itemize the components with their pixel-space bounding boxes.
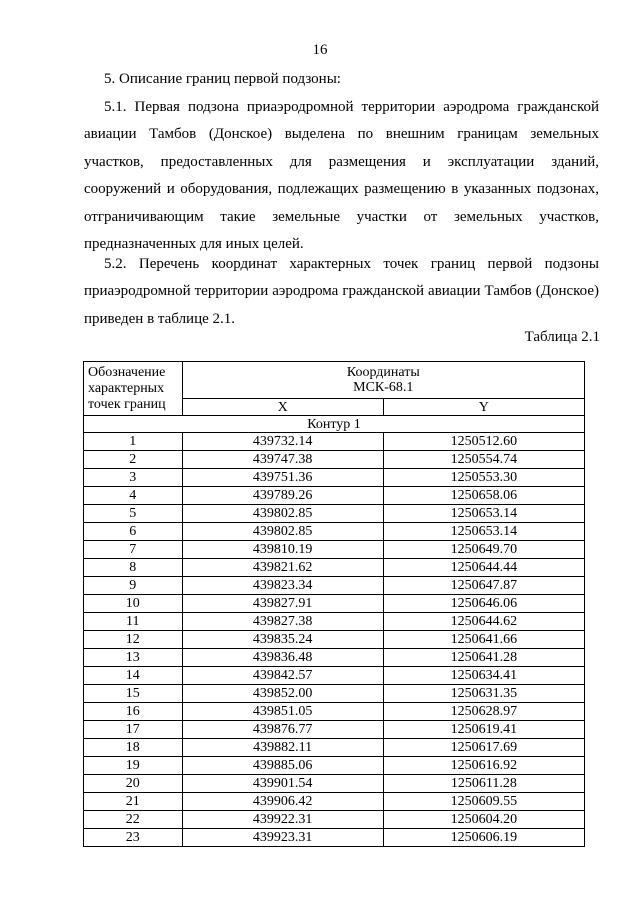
y-coordinate-cell: 1250609.55 (383, 793, 584, 811)
point-number-cell: 17 (84, 721, 183, 739)
table-row (84, 775, 585, 793)
point-number-cell: 7 (84, 541, 183, 559)
point-number-cell: 22 (84, 811, 183, 829)
header-point-name-line: Обозначение (88, 364, 166, 380)
y-coordinate-cell: 1250641.66 (383, 631, 584, 649)
header-coordinates (182, 362, 584, 399)
header-coordinates-line: МСК-68.1 (353, 380, 414, 395)
table-row (84, 739, 585, 757)
point-number-cell: 18 (84, 739, 183, 757)
table-row (84, 703, 585, 721)
y-coordinate-cell: 1250641.28 (383, 649, 584, 667)
x-coordinate-cell: 439852.00 (182, 685, 383, 703)
x-coordinate-cell: 439876.77 (182, 721, 383, 739)
y-coordinate-cell: 1250649.70 (383, 541, 584, 559)
x-coordinate-cell: 439802.85 (182, 505, 383, 523)
y-coordinate-cell: 1250646.06 (383, 595, 584, 613)
table-row (84, 811, 585, 829)
x-coordinate-cell: 439922.31 (182, 811, 383, 829)
table-row (84, 541, 585, 559)
x-coordinate-cell: 439842.57 (182, 667, 383, 685)
point-number-cell: 21 (84, 793, 183, 811)
x-coordinate-cell: 439827.91 (182, 595, 383, 613)
point-number-cell: 16 (84, 703, 183, 721)
y-coordinate-cell: 1250619.41 (383, 721, 584, 739)
x-coordinate-cell: 439823.34 (182, 577, 383, 595)
header-point-name-line: характерных (88, 380, 165, 396)
y-coordinate-cell: 1250611.28 (383, 775, 584, 793)
x-coordinate-cell: 439923.31 (182, 829, 383, 847)
x-coordinate-cell: 439821.62 (182, 559, 383, 577)
table-row (84, 793, 585, 811)
y-coordinate-cell: 1250512.60 (383, 433, 584, 451)
y-coordinate-cell: 1250631.35 (383, 685, 584, 703)
y-coordinate-cell: 1250653.14 (383, 505, 584, 523)
y-coordinate-cell: 1250644.44 (383, 559, 584, 577)
point-number-cell: 4 (84, 487, 183, 505)
y-coordinate-cell: 1250634.41 (383, 667, 584, 685)
point-number-cell: 14 (84, 667, 183, 685)
table-row (84, 595, 585, 613)
x-coordinate-cell: 439789.26 (182, 487, 383, 505)
table-row (84, 523, 585, 541)
paragraph-5-1: 5.1. Первая подзона приаэродромной территории аэродрома гражданской авиации Тамбов (Донское) выделена по внешним границам земельных участков, предоставленных для размещения и эксплуатации зданий, сооружений и оборудования, подлежащих размещению в указанных подзонах, отграничивающим такие земельные участки от земельных участков, предназначенных для иных целей. (84, 99, 599, 253)
coordinates-table (83, 361, 585, 847)
table-row (84, 631, 585, 649)
table-row (84, 613, 585, 631)
x-coordinate-cell: 439751.36 (182, 469, 383, 487)
y-coordinate-cell: 1250553.30 (383, 469, 584, 487)
table-row (84, 667, 585, 685)
header-point-name-line: точек границ (88, 396, 166, 412)
page-number: 16 (312, 42, 328, 58)
paragraph-5-2: 5.2. Перечень координат характерных точек границ первой подзоны приаэродромной территории аэродрома гражданской авиации Тамбов (Донское) приведен в таблице 2.1. (84, 256, 599, 327)
x-coordinate-cell: 439882.11 (182, 739, 383, 757)
y-coordinate-cell: 1250617.69 (383, 739, 584, 757)
table-row (84, 577, 585, 595)
x-coordinate-cell: 439836.48 (182, 649, 383, 667)
point-number-cell: 1 (84, 433, 183, 451)
point-number-cell: 8 (84, 559, 183, 577)
contour-label: Контур 1 (84, 416, 585, 433)
y-coordinate-cell: 1250628.97 (383, 703, 584, 721)
table-row (84, 451, 585, 469)
y-coordinate-cell: 1250647.87 (383, 577, 584, 595)
x-coordinate-cell: 439851.05 (182, 703, 383, 721)
header-x: X (182, 399, 383, 416)
x-coordinate-cell: 439810.19 (182, 541, 383, 559)
point-number-cell: 12 (84, 631, 183, 649)
header-coordinates-line: Координаты (346, 365, 420, 380)
y-coordinate-cell: 1250658.06 (383, 487, 584, 505)
point-number-cell: 11 (84, 613, 183, 631)
table-row (84, 559, 585, 577)
header-point-name (84, 362, 183, 416)
point-number-cell: 5 (84, 505, 183, 523)
table-row (84, 505, 585, 523)
table-caption: Таблица 2.1 (524, 329, 600, 345)
point-number-cell: 3 (84, 469, 183, 487)
point-number-cell: 23 (84, 829, 183, 847)
point-number-cell: 2 (84, 451, 183, 469)
point-number-cell: 19 (84, 757, 183, 775)
y-coordinate-cell: 1250606.19 (383, 829, 584, 847)
table-row (84, 829, 585, 847)
point-number-cell: 9 (84, 577, 183, 595)
point-number-cell: 15 (84, 685, 183, 703)
point-number-cell: 6 (84, 523, 183, 541)
y-coordinate-cell: 1250554.74 (383, 451, 584, 469)
x-coordinate-cell: 439885.06 (182, 757, 383, 775)
x-coordinate-cell: 439732.14 (182, 433, 383, 451)
header-y: Y (383, 399, 584, 416)
point-number-cell: 20 (84, 775, 183, 793)
section-title: 5. Описание границ первой подзоны: (104, 71, 341, 87)
y-coordinate-cell: 1250644.62 (383, 613, 584, 631)
x-coordinate-cell: 439802.85 (182, 523, 383, 541)
x-coordinate-cell: 439835.24 (182, 631, 383, 649)
table-row (84, 433, 585, 451)
x-coordinate-cell: 439901.54 (182, 775, 383, 793)
y-coordinate-cell: 1250604.20 (383, 811, 584, 829)
y-coordinate-cell: 1250616.92 (383, 757, 584, 775)
point-number-cell: 13 (84, 649, 183, 667)
x-coordinate-cell: 439747.38 (182, 451, 383, 469)
table-row (84, 487, 585, 505)
y-coordinate-cell: 1250653.14 (383, 523, 584, 541)
table-row (84, 469, 585, 487)
table-row (84, 757, 585, 775)
table-row (84, 685, 585, 703)
x-coordinate-cell: 439906.42 (182, 793, 383, 811)
table-row (84, 649, 585, 667)
x-coordinate-cell: 439827.38 (182, 613, 383, 631)
table-row (84, 721, 585, 739)
point-number-cell: 10 (84, 595, 183, 613)
